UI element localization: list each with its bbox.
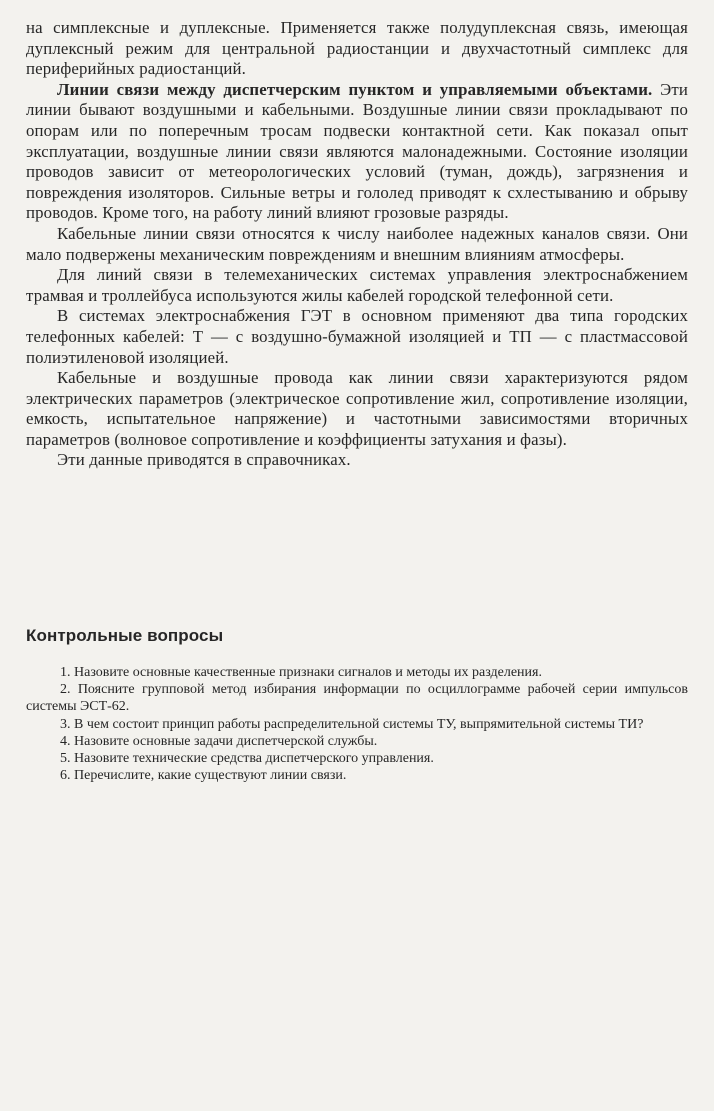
question-item: 6. Перечислите, какие существуют линии связи. [60, 768, 347, 784]
blank-page-area [0, 800, 714, 1111]
paragraph-telemechanics: Для линий связи в телемеханических системах управления электроснабжением трамвая и троллейбуса используются жилы кабелей городской телефонной сети. [26, 265, 688, 305]
question-item: 4. Назовите основные задачи диспетчерской службы. [60, 733, 378, 749]
body-text [26, 18, 688, 471]
paragraph-communication-lines [26, 80, 688, 224]
paragraph-lead-heading: Линии связи между диспетчерским пунктом и управляемыми объектами. [57, 79, 653, 99]
question-item: 1. Назовите основные качественные признаки сигналов и методы их разделения. [60, 665, 542, 680]
question-item: 2. Поясните групповой метод избирания информации по осциллограмме рабочей серии импульсов системы ЭСТ-62. [26, 682, 688, 715]
paragraph-cable-types: В системах электроснабжения ГЭТ в основном применяют два типа городских телефонных кабелей: Т — с воздушно-бумажной изоляцией и ТП — с пластмассовой полиэтиленовой изоляцией. [26, 306, 688, 367]
paragraph-reference: Эти данные приводятся в справочниках. [57, 450, 351, 470]
paragraph-text: Эти линии бывают воздушными и кабельными. Воздушные линии связи прокладывают по опорам или по поперечным тросам подвески контактной сети. Как показал опыт эксплуатации, воздушные линии связи являются малонадежными. Состояние изоляции проводов зависит от метеорологических условий (туман, дождь), загрязнения и повреждения изоляторов. Сильные ветры и гололед приводят к схлестыванию и обрыву проводов. Кроме того, на работу линий влияют грозовые разряды. [26, 79, 688, 223]
document-page [26, 18, 688, 784]
question-item: 5. Назовите технические средства диспетчерского управления. [60, 751, 434, 767]
paragraph-parameters: Кабельные и воздушные провода как линии связи характеризуются рядом электрических параметров (электрическое сопротивление жил, сопротивление изоляции, емкость, испытательное напряжение) и частотными зависимостями вторичных параметров (волновое сопротивление и коэффициенты затухания и фазы). [26, 368, 688, 449]
paragraph-cable-lines: Кабельные линии связи относятся к числу наиболее надежных каналов связи. Они мало подвержены механическим повреждениям и внешним влияниям атмосферы. [26, 223, 688, 264]
paragraph-continued: на симплексные и дуплексные. Применяется также полудуплексная связь, имеющая дуплексный режим для центральной радиостанции и двухчастотный симплекс для периферийных радиостанций. [26, 18, 688, 79]
questions-list [26, 664, 688, 784]
section-title: Контрольные вопросы [26, 626, 224, 645]
question-item: 3. В чем состоит принцип работы распределительной системы ТУ, выпрямительной системы ТИ? [60, 716, 644, 732]
